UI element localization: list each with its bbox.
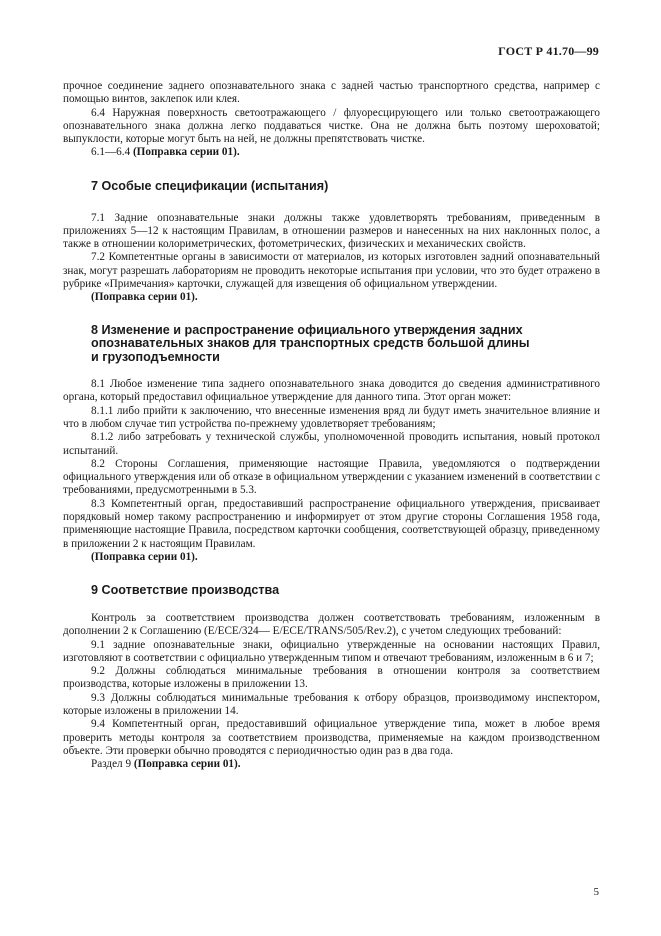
- paragraph-6-3-tail: прочное соединение заднего опознавательного знака с задней частью транспортного средства, например с помощью винтов, заклепок или клея.: [63, 80, 600, 106]
- paragraph-9-3: 9.3 Должны соблюдаться минимальные требования к отбору образцов, производимому инспектором, которые изложены в приложении 14.: [63, 691, 600, 718]
- amendment-note-9: [63, 758, 600, 771]
- section-7-title: 7 Особые спецификации (испытания): [91, 178, 329, 193]
- paragraph-7-1: 7.1 Задние опознавательные знаки должны также удовлетворять требованиям, приведенным в приложениях 5—12 к настоящим Правилам, в отношении размеров и нанесенных на них наклонных полос, а также в отношении колориметрических, фотометрических, физических и механических свойств.: [63, 211, 600, 251]
- amendment-label: (Поправка серии 01).: [133, 758, 241, 771]
- paragraph-6-4: 6.4 Наружная поверхность светоотражающего / флуоресцирующего или только светоотражающего опознавательного знака должна легко поддаваться чистке. Она не должна быть поэтому шероховатой; выпуклости, которые могут быть на ней, не должны препятствовать чистке.: [63, 106, 600, 146]
- paragraph-9-1: 9.1 задние опознавательные знаки, официально утвержденные на основании настоящих Правил, изготовляют в соответствии с официально утвержденным типом и отвечают требованиям, изложенным в 6 и 7;: [63, 638, 600, 664]
- amendment-note-8: (Поправка серии 01).: [91, 550, 198, 563]
- paragraph-8-1: 8.1 Любое изменение типа заднего опознавательного знака доводится до сведения административного органа, который предоставил официальное утверждение для данного типа. Этот орган может:: [63, 378, 600, 404]
- paragraph-8-3: 8.3 Компетентный орган, предоставивший распространение официального утверждения, присваивает порядковый номер такому распространению и информирует от этом другие стороны Соглашения 1958 года, применяющие настоящие Правила, посредством карточки сообщения, соответствующей образцу, приведенному в приложении 2 к настоящим Правилам.: [63, 497, 600, 550]
- page-number: 5: [593, 886, 599, 898]
- section-8-title-line: и грузоподъемности: [91, 350, 220, 365]
- paragraph-9-2: 9.2 Должны соблюдаться минимальные требования в отношении контроля за соответствием производства, которые изложены в приложении 13.: [63, 665, 600, 691]
- paragraph-9-4: 9.4 Компетентный орган, предоставивший официальное утверждение типа, может в любое время проверить методы контроля за соответствием производства, применяемые на каждом производственном объекте. Эти проверки обычно проводятся с периодичностью один раз в два года.: [63, 718, 600, 757]
- paragraph-7-2: 7.2 Компетентные органы в зависимости от материалов, из которых изготовлен задний опознавательный знак, могут разрешать лабораториям не проводить некоторые испытания при условии, что это будет отражено в рубрике «Примечания» карточки, служащей для извещения об официальном утверждении.: [63, 251, 600, 291]
- page-body: [63, 80, 600, 772]
- amendment-note-7: (Поправка серии 01).: [91, 291, 198, 304]
- page-header: ГОСТ Р 41.70—99: [498, 44, 599, 58]
- section-8-title-line: 8 Изменение и распространение официального утверждения задних: [91, 322, 523, 337]
- section-9-title: 9 Соответствие производства: [91, 583, 280, 598]
- amendment-range: 6.1—6.4: [91, 146, 133, 159]
- amendment-section: Раздел 9: [91, 758, 134, 771]
- paragraph-9-intro: Контроль за соответствием производства должен соответствовать требованиям, изложенным в дополнении 2 к Соглашению (E/ECE/324— E/ECE/TRANS/505/Rev.2), с учетом следующих требований:: [63, 612, 600, 638]
- section-8-title-line: опознавательных знаков для транспортных средств большой длины: [91, 336, 530, 351]
- paragraph-8-2: 8.2 Стороны Соглашения, применяющие настоящие Правила, уведомляются о подтверждении официального утверждения или об отказе в официальном утверждении с указанием изменений в соответствии с требованиями, предусмотренными в 5.3.: [63, 457, 600, 497]
- paragraph-8-1-2: 8.1.2 либо затребовать у технической службы, уполномоченной проводить испытания, новый протокол испытаний.: [63, 431, 600, 457]
- amendment-note-6: [63, 146, 600, 159]
- paragraph-8-1-1: 8.1.1 либо прийти к заключению, что внесенные изменения вряд ли будут иметь значительное влияние и что в любом случае тип устройства по-прежнему удовлетворяет требованиям;: [63, 404, 600, 430]
- amendment-label: (Поправка серии 01).: [132, 146, 240, 159]
- section-8-title: [63, 324, 600, 365]
